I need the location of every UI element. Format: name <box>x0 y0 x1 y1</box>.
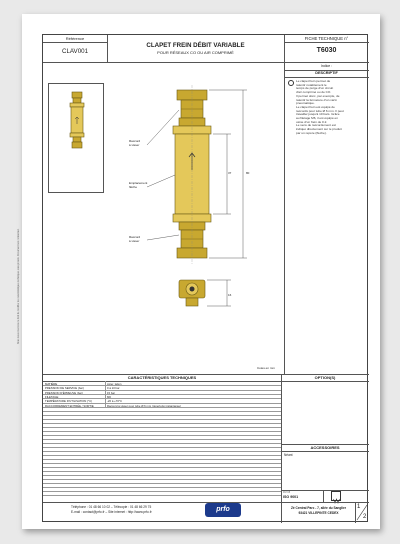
cert-logo-icon <box>331 491 341 501</box>
descriptif-label: DESCRIPTIF <box>315 71 338 75</box>
company-logo: prfo <box>205 503 241 517</box>
dimension-80: 80 <box>246 171 250 175</box>
label-raccord-bottom: Raccord <box>129 235 141 239</box>
footer-phone: Téléphone : 01 48 66 10 02 – Télécopie : 01 48 66 29 75 <box>71 505 152 509</box>
valve-technical-drawing <box>107 85 284 375</box>
footer-address-1: Zé Central Parc - 7, allée du Sanglier <box>290 506 347 510</box>
document-subtitle: POUR RÉSEAUX CO OU AIR COMPRIMÉ <box>157 50 234 55</box>
valve-thumbnail <box>49 84 105 194</box>
side-legal-text: Nous nous réservons le droit de modifier les caractéristiques techniques sans préavis. Document non contractuel. <box>18 228 20 344</box>
label-reglage-b: flèche <box>129 185 138 189</box>
dimension-37: 37 <box>228 171 232 175</box>
specs-table: MATIÈRE Acier, laiton PRESSION DE SERVICE (bar) 0 à 10 bar PRESSION D'ÉPREUVE (bar) 15 bar FILETAGE M6 TEMPÉRATURE D'UTILISATION (°C) -20 à +70°C RACCORDEMENT ENTRÉE / SORTIE Raccord à visser pour tube Ø 6 mm (répertorié instantanée) <box>43 381 281 502</box>
document-frame <box>42 34 368 522</box>
sheet-number: T6030 <box>316 47 337 54</box>
cotes-note: Cotes en mm <box>257 366 275 370</box>
sheet-label: FICHE TECHNIQUE n° <box>304 36 349 41</box>
footer-address-2: 93421 VILLEPINTE CEDEX <box>298 511 339 515</box>
page-total: 2 <box>363 514 367 520</box>
descriptif-text: Le clapet frein permet de ralentir notablement le temps de purge d'un circuit d'air comprimé ou de CO. Il permet donc, par exemple, de ralentir la fermeture d'un vérin pneumatique. Le clapet frein est équipé de raccords pour tube Ø 6 mm. Il peut travailler jusqu'à 10 bars. Grâce au filetage M6, il est équipé en usine d'un frein de 0.2. Le sens de raccordement est indiqué directement sur le produit par un repère (flèche). <box>296 79 344 135</box>
label-raccord-top: Raccord <box>129 139 141 143</box>
document-title: CLAPET FREIN DÉBIT VARIABLE <box>146 42 245 49</box>
index-label: Indice : <box>320 64 333 68</box>
label-raccord-bottom-b: à visser <box>129 239 140 243</box>
specs-title: CARACTÉRISTIQUES TECHNIQUES <box>127 375 197 380</box>
reference-value: CLAV001 <box>61 48 89 55</box>
page-number: 1 <box>357 504 361 510</box>
options-label: OPTION(S) <box>314 375 336 380</box>
thumbnail-frame <box>48 83 104 193</box>
reference-label: Référence <box>65 36 85 41</box>
accessoires-label: ACCESSOIRES <box>310 445 340 450</box>
dimension-16: 16 <box>228 293 232 297</box>
cert-small-text: FM 08 <box>283 491 291 494</box>
document-sheet <box>18 14 380 529</box>
footer-email[interactable]: E-mail : contact@prfo.fr – Site internet : http://www.prfo.fr <box>71 510 152 514</box>
info-icon <box>288 80 294 86</box>
cert-label: ISO 9001 <box>283 495 299 499</box>
accessoires-value: Néant <box>284 453 293 457</box>
label-reglage: Emplacement <box>129 181 148 185</box>
label-raccord-top-b: à visser <box>129 143 140 147</box>
